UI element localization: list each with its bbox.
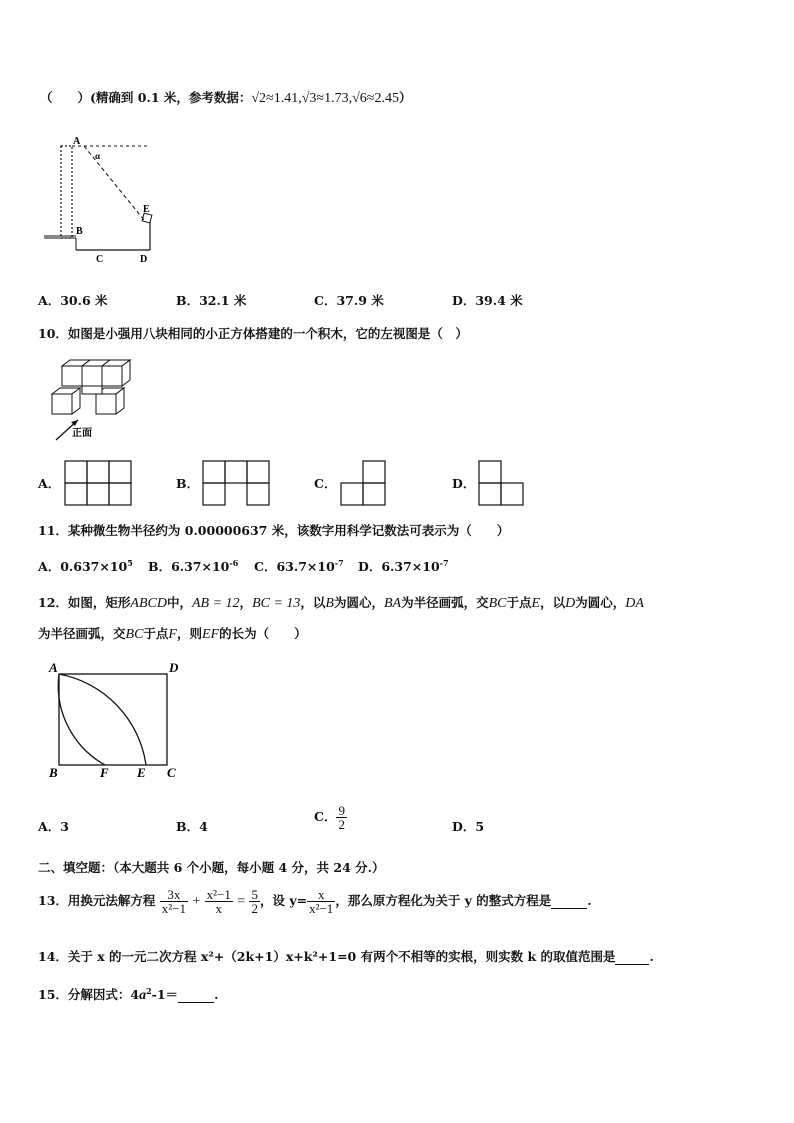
q10-option-c-letter: C． [314, 476, 337, 491]
q10-option-d-letter: D． [452, 476, 476, 491]
q12-option-a: A．3 [38, 819, 69, 834]
q9-reference-data: √2≈1.41,√3≈1.73,√6≈2.45 [251, 91, 399, 106]
q10-option-b-figure [202, 460, 270, 506]
section-2-title: 二、填空题：（本大题共 6 个小题，每小题 4 分，共 24 分.） [38, 860, 385, 875]
q9-label-B: B [76, 226, 83, 237]
q12-option-b: B．4 [176, 819, 208, 834]
q11-stem: 11．某种微生物半径约为 0.00000637 米，该数字用科学记数法可表示为（ ） [38, 523, 510, 538]
q9-label-C: C [96, 254, 104, 265]
q9-label-A: A [73, 136, 81, 147]
q12-label-D: D [169, 660, 179, 675]
q13-fraction-3: $\frac{5}{2}$ [251, 887, 258, 916]
q10-front-label: 正面 [72, 428, 92, 439]
q12-label-A: A [49, 660, 58, 675]
q12-label-E: E [137, 765, 146, 780]
q12-option-d: D．5 [452, 819, 485, 834]
q11-option-a: A．$0.637\times 10^5$ [38, 557, 133, 574]
q12-rectangle-figure [46, 660, 186, 780]
q9-figure [40, 132, 170, 267]
q9-option-a: A．30.6 米 [38, 293, 108, 308]
q9-stem: （ ）(精确到 0.1 米，参考数据：√2≈1.41,√3≈1.73,√6≈2.45） [40, 90, 412, 106]
q15: 15．分解因式：$4a^2-1=$ . [38, 985, 219, 1003]
q12-label-B: B [49, 765, 58, 780]
q11-option-d: D．$6.37\times 10^{-7}$ [358, 557, 449, 574]
q11-option-b: B．$6.37\times 10^{-6}$ [148, 557, 239, 574]
q12-label-F: F [100, 765, 109, 780]
q12-option-c: C． $\frac{9}{2}$ [314, 803, 345, 832]
q9-label-alpha: α [95, 151, 101, 161]
q12-option-c-fraction: $\frac{9}{2}$ [338, 803, 345, 832]
q10-option-b-letter: B． [176, 476, 200, 491]
q13-fraction-2: $\frac{\text{x²−1}}{x}$ [206, 887, 231, 916]
q11-option-c: C．$63.7\times 10^{-7}$ [254, 557, 344, 574]
q13: 13．用换元法解方程 $\frac{3x}{\text{x²−1}}$ + $\frac{\text{x²−1}}{x}$ = $\frac{5}{2}$ ，设 y= $\frac{x}{\text{x²−1}}$ ，那么原方程化为关于 y 的整式方程是 . [38, 887, 592, 916]
q15-answer-blank[interactable] [178, 987, 214, 1003]
q12-label-C: C [167, 765, 176, 780]
q13-answer-blank[interactable] [551, 893, 587, 909]
q9-option-d: D．39.4 米 [452, 293, 523, 308]
q14-answer-blank[interactable] [615, 949, 649, 965]
q9-label-E: E [143, 204, 150, 215]
q10-option-a-figure [64, 460, 132, 506]
q12-stem-line2: 为半径画弧，交BC于点F，则EF的长为（ ） [38, 626, 307, 642]
q12-stem-line1: 12．如图，矩形ABCD中，AB = 12，BC = 13，以B为圆心，BA为半径画弧，交BC于点E，以D为圆心，DA [38, 595, 644, 611]
q10-option-d-figure [478, 460, 524, 506]
q9-option-c: C．37.9 米 [314, 293, 384, 308]
q14: 14．关于 x 的一元二次方程 x²+（2k+1）x+k²+1=0 有两个不相等的实根，则实数 k 的取值范围是 . [38, 949, 654, 964]
q10-block-figure [46, 358, 146, 444]
q9-option-b: B．32.1 米 [176, 293, 247, 308]
q10-stem: 10．如图是小强用八块相同的小正方体搭建的一个积木，它的左视图是（ ） [38, 326, 468, 341]
q9-label-D: D [140, 254, 148, 265]
q13-fraction-4: $\frac{x}{\text{x²−1}}$ [309, 887, 334, 916]
q10-option-c-figure [340, 460, 386, 506]
q10-option-a-letter: A． [38, 476, 61, 491]
q13-fraction-1: $\frac{3x}{\text{x²−1}}$ [161, 887, 186, 916]
